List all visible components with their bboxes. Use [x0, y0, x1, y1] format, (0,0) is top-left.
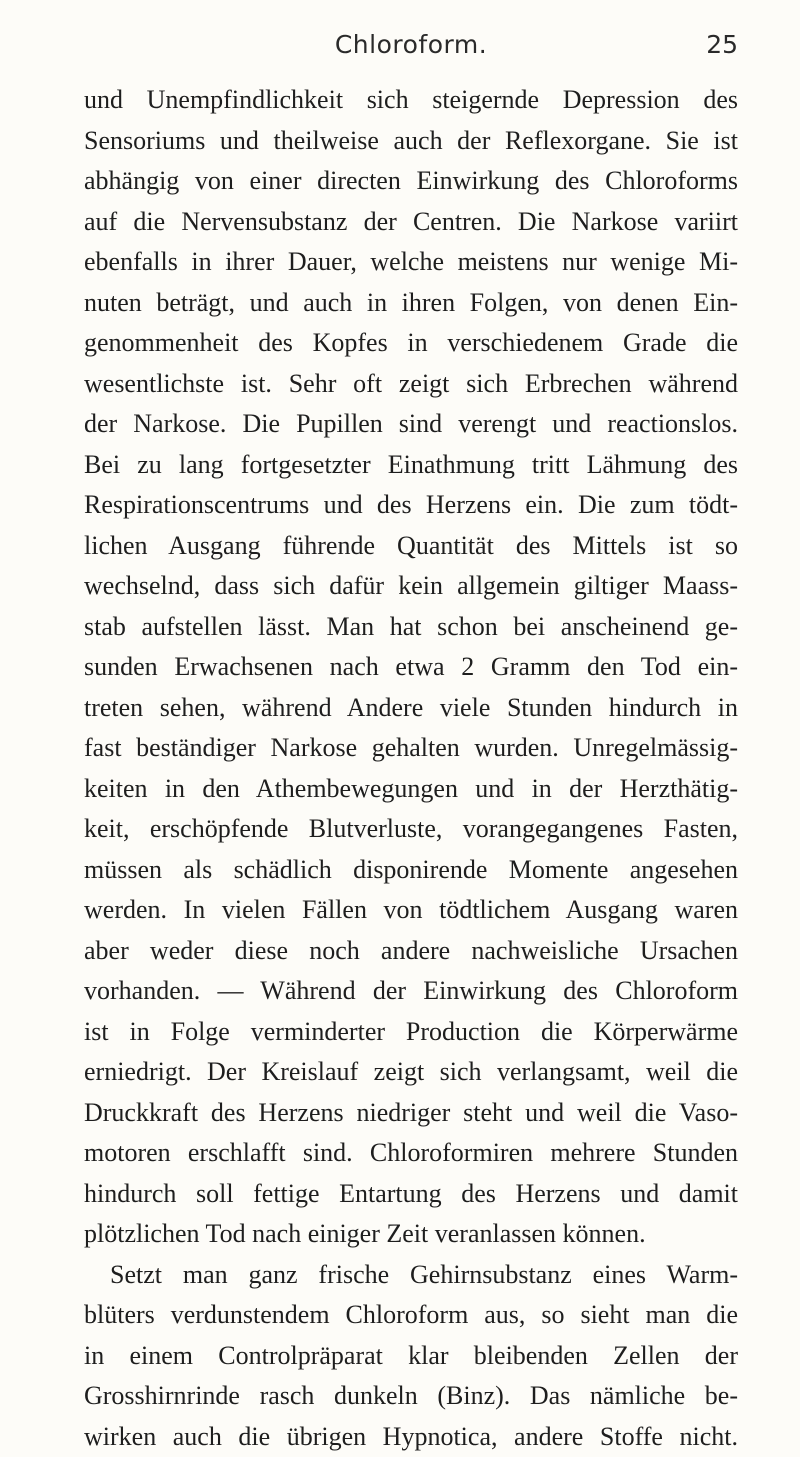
text-line: sunden Erwachsenen nach etwa 2 Gramm den Tod ein- [84, 647, 738, 688]
text-line: und Unempfindlichkeit sich steigernde Depression des [84, 80, 738, 121]
body-text [84, 80, 738, 1457]
text-line: keiten in den Athembewegungen und in der Herzthätig- [84, 769, 738, 810]
page-number: 25 [706, 30, 738, 59]
text-line: hindurch soll fettige Entartung des Herzens und damit [84, 1174, 738, 1215]
text-line: treten sehen, während Andere viele Stunden hindurch in [84, 688, 738, 729]
text-line: aber weder diese noch andere nachweisliche Ursachen [84, 931, 738, 972]
text-line: wirken auch die übrigen Hypnotica, andere Stoffe nicht. [84, 1417, 738, 1457]
text-line: keit, erschöpfende Blutverluste, vorangegangenes Fasten, [84, 809, 738, 850]
text-line: blüters verdunstendem Chloroform aus, so sieht man die [84, 1295, 738, 1336]
text-line: wechselnd, dass sich dafür kein allgemein giltiger Maass- [84, 566, 738, 607]
text-line: Grosshirnrinde rasch dunkeln (Binz). Das nämliche be- [84, 1376, 738, 1417]
text-line: genommenheit des Kopfes in verschiedenem Grade die [84, 323, 738, 364]
text-line: der Narkose. Die Pupillen sind verengt und reactionslos. [84, 404, 738, 445]
text-line: erniedrigt. Der Kreislauf zeigt sich verlangsamt, weil die [84, 1052, 738, 1093]
text-line: Druckkraft des Herzens niedriger steht und weil die Vaso- [84, 1093, 738, 1134]
text-line: in einem Controlpräparat klar bleibenden Zellen der [84, 1336, 738, 1377]
paragraph-end-line: plötzlichen Tod nach einiger Zeit veranlassen können. [84, 1214, 738, 1255]
text-line: motoren erschlafft sind. Chloroformiren mehrere Stunden [84, 1133, 738, 1174]
text-line: lichen Ausgang führende Quantität des Mittels ist so [84, 526, 738, 567]
text-line: ist in Folge verminderter Production die Körperwärme [84, 1012, 738, 1053]
text-line: ebenfalls in ihrer Dauer, welche meistens nur wenige Mi- [84, 242, 738, 283]
text-line: müssen als schädlich disponirende Momente angesehen [84, 850, 738, 891]
text-line: abhängig von einer directen Einwirkung des Chloroforms [84, 161, 738, 202]
text-line: Sensoriums und theilweise auch der Reflexorgane. Sie ist [84, 121, 738, 162]
running-title: Chloroform. [84, 30, 738, 59]
running-head [84, 30, 738, 66]
text-line: fast beständiger Narkose gehalten wurden. Unregelmässig- [84, 728, 738, 769]
text-line: nuten beträgt, und auch in ihren Folgen, von denen Ein- [84, 283, 738, 324]
text-line: auf die Nervensubstanz der Centren. Die Narkose variirt [84, 202, 738, 243]
text-line: werden. In vielen Fällen von tödtlichem Ausgang waren [84, 890, 738, 931]
text-line: vorhanden. — Während der Einwirkung des Chloroform [84, 971, 738, 1012]
text-line: Bei zu lang fortgesetzter Einathmung tritt Lähmung des [84, 445, 738, 486]
text-line: Respirationscentrums und des Herzens ein. Die zum tödt- [84, 485, 738, 526]
text-line: wesentlichste ist. Sehr oft zeigt sich Erbrechen während [84, 364, 738, 405]
text-line: stab aufstellen lässt. Man hat schon bei anscheinend ge- [84, 607, 738, 648]
paragraph-start-line: Setzt man ganz frische Gehirnsubstanz eines Warm- [84, 1255, 738, 1296]
